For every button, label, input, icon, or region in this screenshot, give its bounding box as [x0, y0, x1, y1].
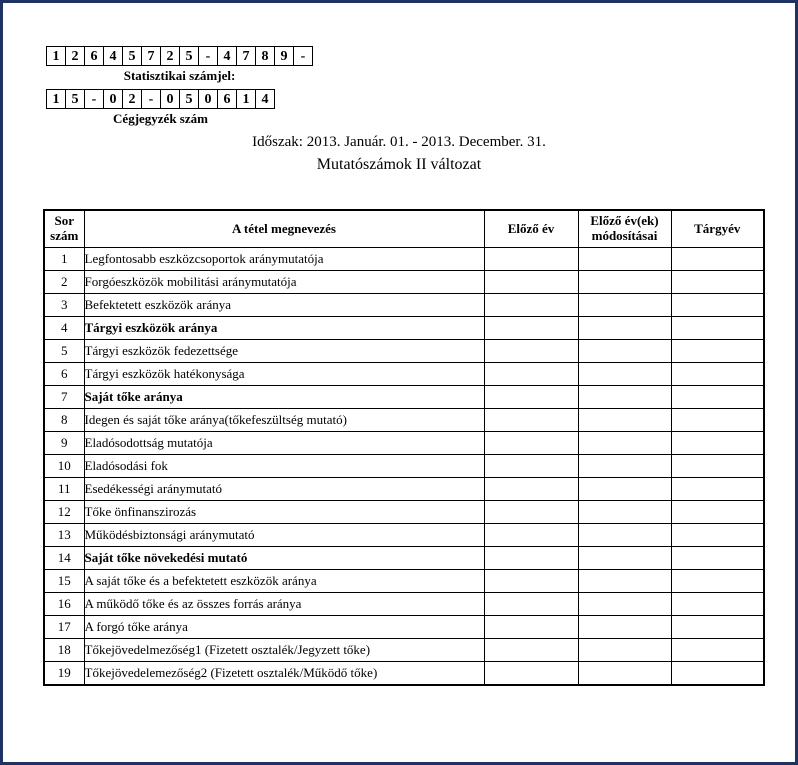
- previous-year-modifications-cell: [578, 593, 671, 616]
- previous-year-cell: [484, 455, 578, 478]
- digit-cell: -: [84, 89, 104, 109]
- item-name-cell: Működésbiztonsági aránymutató: [84, 524, 484, 547]
- row-number-cell: 15: [44, 570, 84, 593]
- row-number-cell: 7: [44, 386, 84, 409]
- current-year-cell: [671, 363, 764, 386]
- table-row: [44, 593, 764, 616]
- previous-year-modifications-cell: [578, 432, 671, 455]
- row-number-cell: 10: [44, 455, 84, 478]
- previous-year-modifications-cell: [578, 340, 671, 363]
- row-number-cell: 4: [44, 317, 84, 340]
- table-row: [44, 271, 764, 294]
- previous-year-cell: [484, 248, 578, 271]
- row-number-cell: 19: [44, 662, 84, 686]
- table-row: [44, 524, 764, 547]
- current-year-cell: [671, 524, 764, 547]
- row-number-cell: 8: [44, 409, 84, 432]
- period-line: Időszak: 2013. Január. 01. - 2013. December. 31.: [252, 134, 546, 150]
- digit-cell: 5: [65, 89, 85, 109]
- digit-cell: 7: [236, 46, 256, 66]
- registry-number-label: Cégjegyzék szám: [113, 111, 208, 126]
- previous-year-modifications-cell: [578, 363, 671, 386]
- column-header-item-name: A tétel megnevezés: [84, 210, 484, 248]
- previous-year-cell: [484, 478, 578, 501]
- column-header-previous-year-modifications: Előző év(ek) módosításai: [578, 210, 671, 248]
- current-year-cell: [671, 271, 764, 294]
- previous-year-modifications-cell: [578, 455, 671, 478]
- item-name-cell: Tárgyi eszközök hatékonysága: [84, 363, 484, 386]
- table-row: [44, 432, 764, 455]
- table-header-row: [44, 210, 764, 248]
- previous-year-modifications-cell: [578, 616, 671, 639]
- row-number-cell: 1: [44, 248, 84, 271]
- previous-year-modifications-cell: [578, 662, 671, 686]
- current-year-cell: [671, 501, 764, 524]
- row-number-cell: 17: [44, 616, 84, 639]
- previous-year-cell: [484, 294, 578, 317]
- digit-cell: -: [293, 46, 313, 66]
- previous-year-modifications-cell: [578, 478, 671, 501]
- digit-cell: 9: [274, 46, 294, 66]
- row-number-cell: 16: [44, 593, 84, 616]
- previous-year-modifications-cell: [578, 294, 671, 317]
- item-name-cell: Saját tőke aránya: [84, 386, 484, 409]
- row-number-cell: 12: [44, 501, 84, 524]
- previous-year-cell: [484, 386, 578, 409]
- digit-cell: 6: [84, 46, 104, 66]
- current-year-cell: [671, 593, 764, 616]
- table-row: [44, 317, 764, 340]
- item-name-cell: A forgó tőke aránya: [84, 616, 484, 639]
- statistical-id-grid: [46, 46, 313, 66]
- table-row: [44, 294, 764, 317]
- previous-year-modifications-cell: [578, 501, 671, 524]
- current-year-cell: [671, 639, 764, 662]
- column-header-previous-year: Előző év: [484, 210, 578, 248]
- table-row: [44, 409, 764, 432]
- column-header-current-year: Tárgyév: [671, 210, 764, 248]
- row-number-cell: 9: [44, 432, 84, 455]
- digit-cell: 0: [198, 89, 218, 109]
- current-year-cell: [671, 616, 764, 639]
- digit-cell: -: [141, 89, 161, 109]
- current-year-cell: [671, 294, 764, 317]
- item-name-cell: Tőkejövedelmezőség1 (Fizetett osztalék/Jegyzett tőke): [84, 639, 484, 662]
- previous-year-cell: [484, 409, 578, 432]
- table-row: [44, 340, 764, 363]
- item-name-cell: A saját tőke és a befektetett eszközök aránya: [84, 570, 484, 593]
- previous-year-cell: [484, 271, 578, 294]
- table-row: [44, 386, 764, 409]
- digit-cell: 6: [217, 89, 237, 109]
- table-row: [44, 547, 764, 570]
- previous-year-cell: [484, 340, 578, 363]
- current-year-cell: [671, 478, 764, 501]
- previous-year-cell: [484, 432, 578, 455]
- previous-year-cell: [484, 317, 578, 340]
- row-number-cell: 2: [44, 271, 84, 294]
- previous-year-modifications-cell: [578, 317, 671, 340]
- column-header-row-number: Sor szám: [44, 210, 84, 248]
- previous-year-cell: [484, 662, 578, 686]
- previous-year-modifications-cell: [578, 547, 671, 570]
- item-name-cell: Idegen és saját tőke aránya(tőkefeszültség mutató): [84, 409, 484, 432]
- previous-year-modifications-cell: [578, 570, 671, 593]
- table-row: [44, 570, 764, 593]
- previous-year-modifications-cell: [578, 524, 671, 547]
- previous-year-cell: [484, 639, 578, 662]
- table-row: [44, 639, 764, 662]
- item-name-cell: Eladósodottság mutatója: [84, 432, 484, 455]
- page-title: Mutatószámok II változat: [316, 156, 482, 173]
- row-number-cell: 3: [44, 294, 84, 317]
- row-number-cell: 14: [44, 547, 84, 570]
- current-year-cell: [671, 248, 764, 271]
- indicators-table: [43, 209, 765, 686]
- previous-year-modifications-cell: [578, 386, 671, 409]
- digit-cell: 5: [122, 46, 142, 66]
- item-name-cell: Tárgyi eszközök aránya: [84, 317, 484, 340]
- digit-cell: 1: [236, 89, 256, 109]
- item-name-cell: Tárgyi eszközök fedezettsége: [84, 340, 484, 363]
- digit-cell: 0: [103, 89, 123, 109]
- current-year-cell: [671, 386, 764, 409]
- item-name-cell: Saját tőke növekedési mutató: [84, 547, 484, 570]
- row-number-cell: 18: [44, 639, 84, 662]
- row-number-cell: 6: [44, 363, 84, 386]
- current-year-cell: [671, 409, 764, 432]
- previous-year-modifications-cell: [578, 409, 671, 432]
- digit-cell: 5: [179, 46, 199, 66]
- row-number-cell: 13: [44, 524, 84, 547]
- previous-year-cell: [484, 616, 578, 639]
- current-year-cell: [671, 662, 764, 686]
- item-name-cell: Befektetett eszközök aránya: [84, 294, 484, 317]
- current-year-cell: [671, 547, 764, 570]
- previous-year-cell: [484, 547, 578, 570]
- digit-cell: 0: [160, 89, 180, 109]
- item-name-cell: Forgóeszközök mobilitási aránymutatója: [84, 271, 484, 294]
- digit-cell: 7: [141, 46, 161, 66]
- digit-cell: 1: [46, 46, 66, 66]
- current-year-cell: [671, 432, 764, 455]
- row-number-cell: 5: [44, 340, 84, 363]
- table-row: [44, 501, 764, 524]
- digit-cell: 2: [122, 89, 142, 109]
- digit-cell: 1: [46, 89, 66, 109]
- previous-year-cell: [484, 570, 578, 593]
- item-name-cell: Esedékességi aránymutató: [84, 478, 484, 501]
- previous-year-cell: [484, 363, 578, 386]
- table-row: [44, 363, 764, 386]
- item-name-cell: A működő tőke és az összes forrás aránya: [84, 593, 484, 616]
- digit-cell: -: [198, 46, 218, 66]
- item-name-cell: Tőke önfinanszirozás: [84, 501, 484, 524]
- row-number-cell: 11: [44, 478, 84, 501]
- table-row: [44, 662, 764, 686]
- table-row: [44, 248, 764, 271]
- digit-cell: 4: [255, 89, 275, 109]
- previous-year-modifications-cell: [578, 639, 671, 662]
- digit-cell: 8: [255, 46, 275, 66]
- current-year-cell: [671, 317, 764, 340]
- item-name-cell: Tőkejövedelemezőség2 (Fizetett osztalék/Működő tőke): [84, 662, 484, 686]
- previous-year-cell: [484, 501, 578, 524]
- item-name-cell: Legfontosabb eszközcsoportok aránymutatója: [84, 248, 484, 271]
- current-year-cell: [671, 340, 764, 363]
- previous-year-cell: [484, 524, 578, 547]
- digit-cell: 4: [103, 46, 123, 66]
- digit-cell: 2: [65, 46, 85, 66]
- previous-year-modifications-cell: [578, 248, 671, 271]
- digit-cell: 4: [217, 46, 237, 66]
- item-name-cell: Eladósodási fok: [84, 455, 484, 478]
- registry-number-grid: [46, 89, 275, 109]
- statistical-id-label: Statisztikai számjel:: [123, 68, 236, 83]
- table-row: [44, 616, 764, 639]
- table-row: [44, 455, 764, 478]
- digit-cell: 2: [160, 46, 180, 66]
- digit-cell: 5: [179, 89, 199, 109]
- table-row: [44, 478, 764, 501]
- current-year-cell: [671, 455, 764, 478]
- previous-year-cell: [484, 593, 578, 616]
- previous-year-modifications-cell: [578, 271, 671, 294]
- current-year-cell: [671, 570, 764, 593]
